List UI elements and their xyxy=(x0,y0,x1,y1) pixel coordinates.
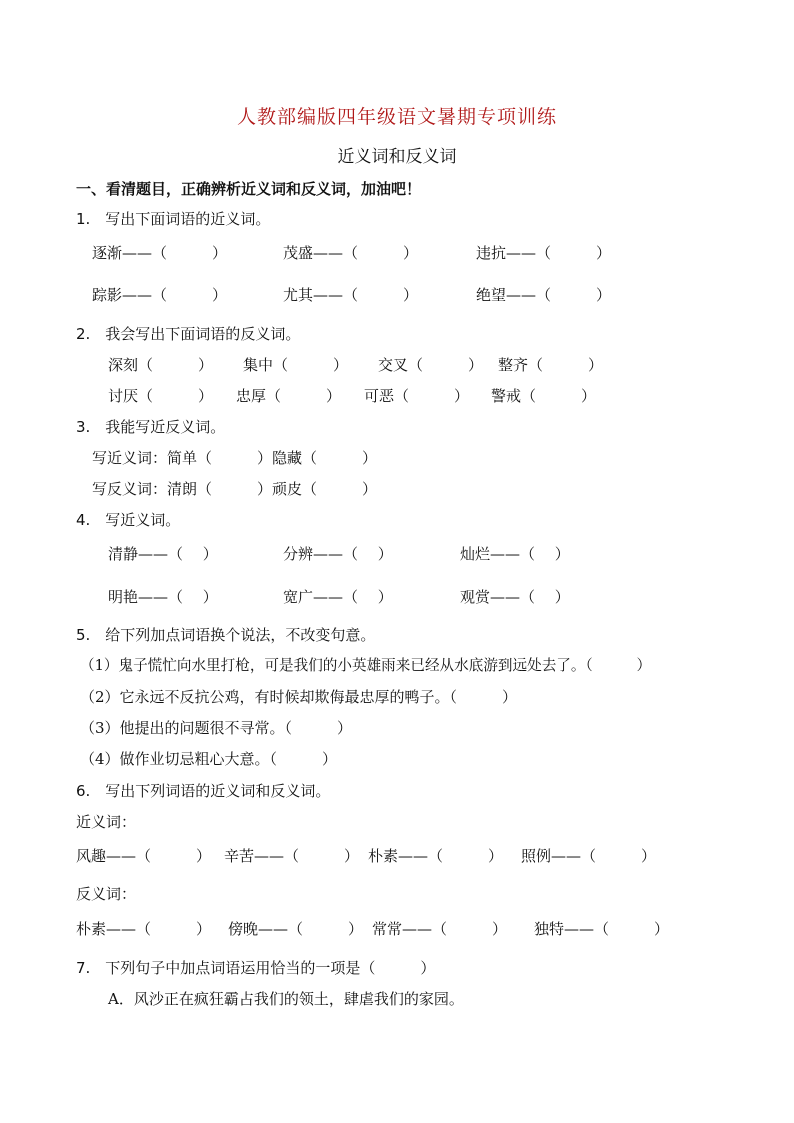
q4-item: 观赏——（ ） xyxy=(460,588,570,606)
q4-item: 灿烂——（ ） xyxy=(460,545,570,563)
q4-item: 宽广——（ ） xyxy=(283,588,393,606)
section-heading: 一、看清题目，正确辨析近义词和反义词，加油吧！ xyxy=(76,180,422,198)
q6-antonym-item: 独特——（ ） xyxy=(534,920,670,938)
q6-synonym-item: 朴素——（ ） xyxy=(368,847,504,865)
q2-item: 讨厌（ ） xyxy=(108,387,214,405)
question-4-label: 4. 写近义词。 xyxy=(76,511,181,529)
q1-item: 违抗——（ ） xyxy=(476,244,612,262)
q5-item: （1）鬼子慌忙向水里打枪，可是我们的小英雄雨来已经从水底游到远处去了。（ ） xyxy=(80,657,652,674)
q6-antonym-item: 傍晚——（ ） xyxy=(228,920,364,938)
q6-synonym-item: 照例——（ ） xyxy=(521,847,657,865)
question-5-label: 5. 给下列加点词语换个说法，不改变句意。 xyxy=(76,626,376,644)
synonym-label: 近义词： xyxy=(76,813,137,831)
q1-item: 绝望——（ ） xyxy=(476,286,612,304)
q6-synonym-item: 辛苦——（ ） xyxy=(224,847,360,865)
question-6-label: 6. 写出下列词语的近义词和反义词。 xyxy=(76,782,331,800)
question-7-label: 7. 下列句子中加点词语运用恰当的一项是（ ） xyxy=(76,959,436,977)
question-2-label: 2. 我会写出下面词语的反义词。 xyxy=(76,325,301,343)
antonym-label: 反义词： xyxy=(76,885,137,903)
q2-item: 可恶（ ） xyxy=(364,387,470,405)
q3-line: 写近义词：简单（ ）隐藏（ ） xyxy=(92,449,378,467)
q2-item: 集中（ ） xyxy=(243,356,349,374)
page-title: 人教部编版四年级语文暑期专项训练 xyxy=(236,106,557,128)
q4-item: 明艳——（ ） xyxy=(108,588,218,606)
q2-item: 整齐（ ） xyxy=(498,356,604,374)
q1-item: 逐渐——（ ） xyxy=(92,244,228,262)
q2-item: 深刻（ ） xyxy=(108,356,214,374)
page-subtitle: 近义词和反义词 xyxy=(337,147,457,167)
q1-item: 尤其——（ ） xyxy=(283,286,419,304)
q2-item: 忠厚（ ） xyxy=(236,387,342,405)
q4-item: 清静——（ ） xyxy=(108,545,218,563)
q2-item: 交叉（ ） xyxy=(378,356,484,374)
q5-item: （4）做作业切忌粗心大意。（ ） xyxy=(80,750,338,768)
q1-item: 踪影——（ ） xyxy=(92,286,228,304)
question-1-label: 1. 写出下面词语的近义词。 xyxy=(76,210,271,228)
q2-item: 警戒（ ） xyxy=(491,387,597,405)
q7-option-a: A．风沙正在疯狂霸占我们的领土，肆虐我们的家园。 xyxy=(108,990,464,1008)
q6-antonym-item: 常常——（ ） xyxy=(372,920,508,938)
q1-item: 茂盛——（ ） xyxy=(283,244,419,262)
q4-item: 分辨——（ ） xyxy=(283,545,393,563)
q5-item: （3）他提出的问题很不寻常。（ ） xyxy=(80,719,353,737)
q3-line: 写反义词：清朗（ ）顽皮（ ） xyxy=(92,480,378,498)
q6-synonym-item: 风趣——（ ） xyxy=(76,847,212,865)
q6-antonym-item: 朴素——（ ） xyxy=(76,920,212,938)
q5-item: （2）它永远不反抗公鸡，有时候却欺侮最忠厚的鸭子。（ ） xyxy=(80,688,518,706)
question-3-label: 3. 我能写近反义词。 xyxy=(76,418,226,436)
